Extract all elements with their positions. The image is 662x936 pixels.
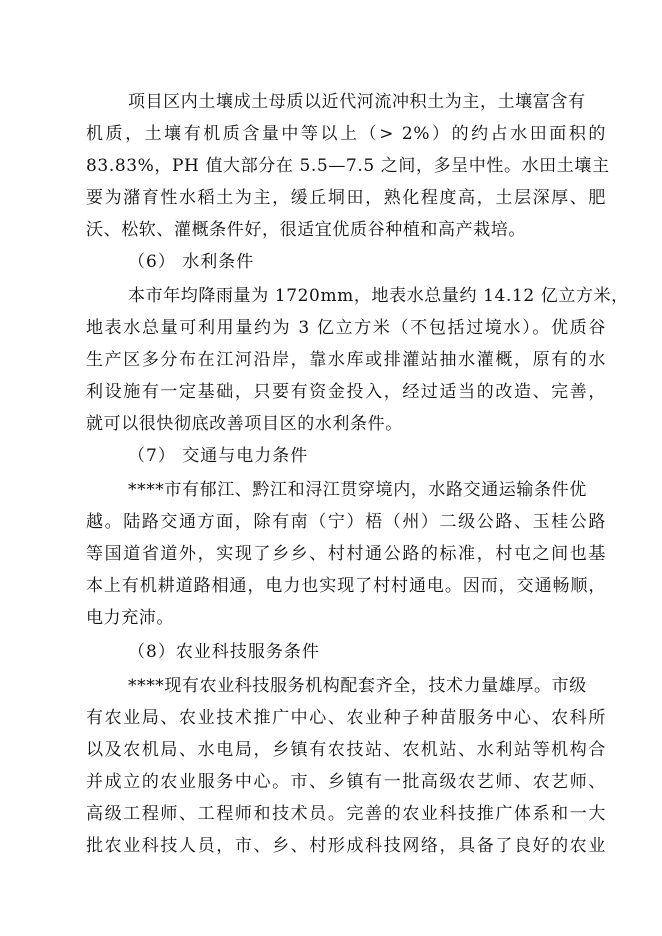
transport-paragraph-line-3: 等国道省道外，实现了乡乡、村村通公路的标准，村屯之间也基 — [86, 544, 606, 564]
agri-tech-paragraph-line-4: 并成立的农业服务中心。市、乡镇有一批高级农艺师、农艺师、 — [86, 772, 606, 792]
agri-tech-paragraph-line-3: 以及农机局、水电局，乡镇有农技站、农机站、水利站等机构合 — [86, 740, 606, 760]
soil-paragraph-line-1: 项目区内土壤成土母质以近代河流冲积土为主，土壤富含有 — [128, 92, 586, 112]
transport-paragraph-line-5: 电力充沛。 — [86, 608, 174, 628]
soil-paragraph-line-4: 要为潴育性水稻土为主，缓丘垌田，熟化程度高，土层深厚、肥 — [86, 188, 606, 208]
agri-tech-paragraph-line-5: 高级工程师、工程师和技术员。完善的农业科技推广体系和一大 — [86, 804, 606, 824]
water-paragraph-line-1: 本市年均降雨量为 1720mm，地表水总量约 14.12 亿立方米， — [128, 286, 629, 306]
section-heading-transport: （7） 交通与电力条件 — [128, 446, 309, 466]
agri-tech-paragraph-line-2: 有农业局、农业技术推广中心、农业种子种苗服务中心、农科所 — [86, 708, 606, 728]
soil-paragraph-line-5: 沃、松软、灌概条件好，很适宜优质谷种植和高产栽培。 — [86, 220, 526, 240]
transport-paragraph-line-2: 越。陆路交通方面，除有南（宁）梧（州）二级公路、玉桂公路 — [86, 512, 606, 532]
soil-paragraph-line-3: 83.83%，PH 值大部分在 5.5—7.5 之间，多呈中性。水田土壤主 — [86, 156, 610, 176]
transport-paragraph-line-4: 本上有机耕道路相通，电力也实现了村村通电。因而，交通畅顺， — [86, 576, 606, 596]
soil-paragraph-line-2: 机质，土壤有机质含量中等以上（> 2%）的约占水田面积的 — [86, 124, 606, 144]
transport-paragraph-line-1: ****市有郁江、黔江和浔江贯穿境内，水路交通运输条件优 — [128, 480, 587, 500]
water-paragraph-line-5: 就可以很快彻底改善项目区的水利条件。 — [86, 414, 403, 434]
agri-tech-paragraph-line-6: 批农业科技人员，市、乡、村形成科技网络，具备了良好的农业 — [86, 836, 606, 856]
section-heading-water: （6） 水利条件 — [128, 252, 255, 272]
water-paragraph-line-4: 利设施有一定基础，只要有资金投入，经过适当的改造、完善， — [86, 382, 606, 402]
water-paragraph-line-2: 地表水总量可利用量约为 3 亿立方米（不包括过境水）。优质谷 — [86, 318, 606, 338]
water-paragraph-line-3: 生产区多分布在江河沿岸，靠水库或排灌站抽水灌概，原有的水 — [86, 350, 606, 370]
section-heading-agri-tech: （8）农业科技服务条件 — [128, 642, 320, 662]
agri-tech-paragraph-line-1: ****现有农业科技服务机构配套齐全，技术力量雄厚。市级 — [128, 676, 587, 696]
